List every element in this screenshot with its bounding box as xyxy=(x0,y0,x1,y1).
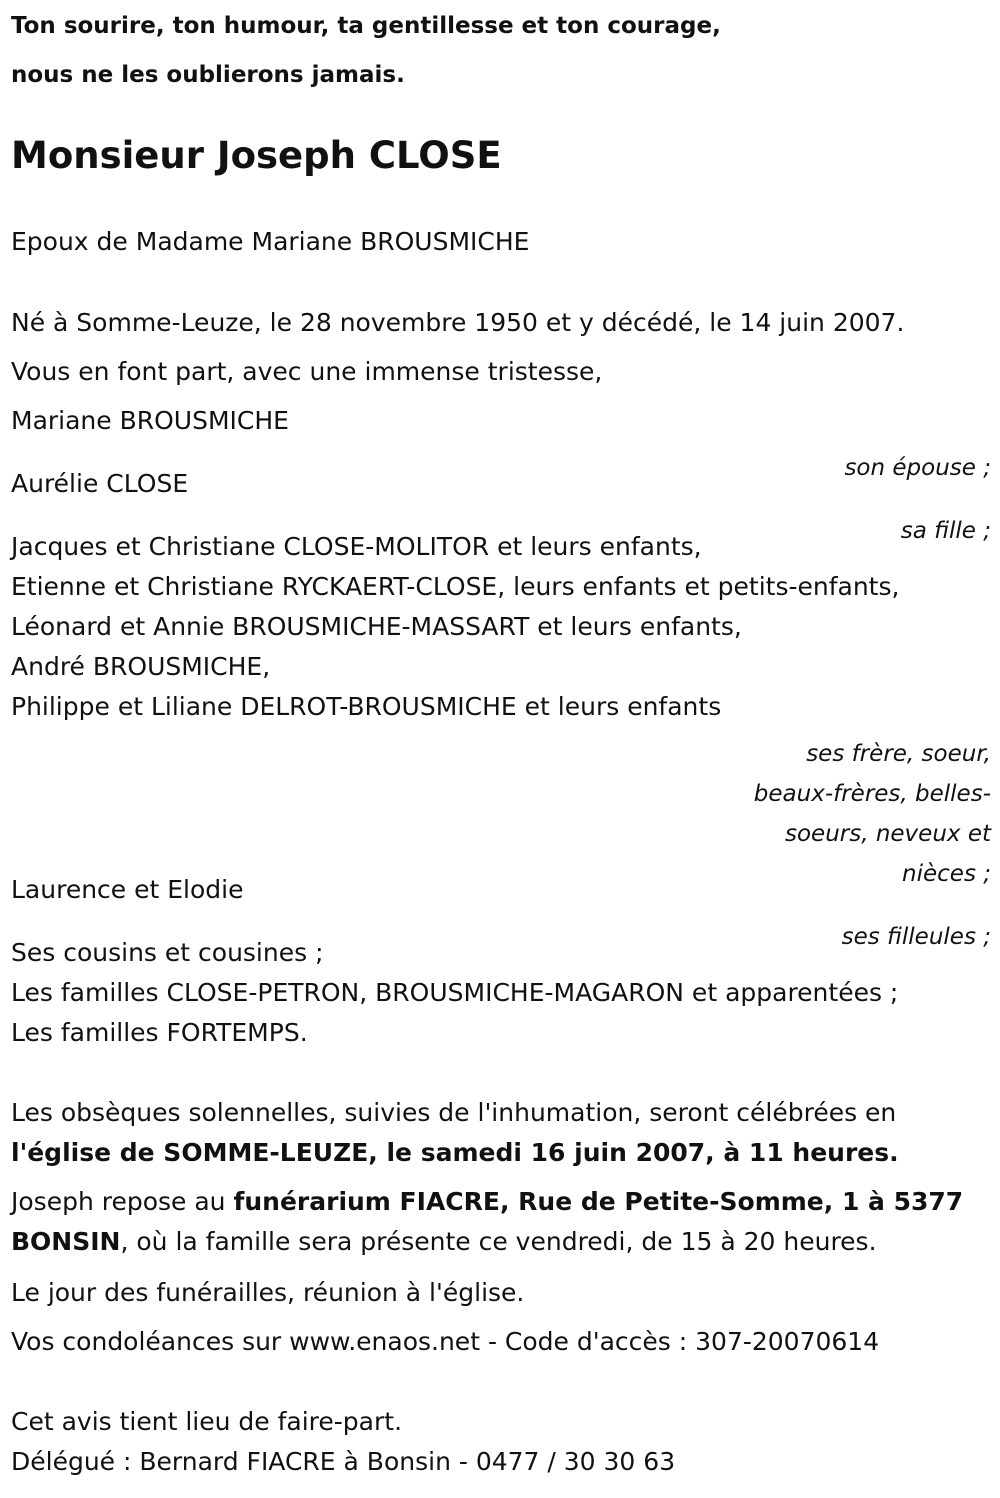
funeral-home-prefix: Joseph repose au xyxy=(11,1187,234,1216)
sibling-line: André BROUSMICHE, xyxy=(11,652,271,681)
family-daughter-role: sa fille ; xyxy=(900,518,991,544)
condolences-line: Vos condoléances sur www.enaos.net - Code d'accès : 307-20070614 xyxy=(11,1327,880,1356)
funeral-home-town: BONSIN xyxy=(11,1227,121,1256)
footer-delegate: Délégué : Bernard FIACRE à Bonsin - 0477 / 30 30 63 xyxy=(11,1447,676,1476)
siblings-role-line: beaux-frères, belles- xyxy=(753,781,991,807)
other-family-line: Ses cousins et cousines ; xyxy=(11,938,324,967)
ceremony-line-1: Les obsèques solennelles, suivies de l'inhumation, seront célébrées en xyxy=(11,1098,897,1127)
goddaughters-name: Laurence et Elodie xyxy=(11,875,244,904)
sibling-line: Léonard et Annie BROUSMICHE-MASSART et leurs enfants, xyxy=(11,612,742,641)
family-spouse-role: son épouse ; xyxy=(844,455,991,481)
funeral-home-line-2 xyxy=(11,1222,877,1262)
deceased-name: Monsieur Joseph CLOSE xyxy=(11,134,502,177)
funeral-home-suffix: , où la famille sera présente ce vendredi, de 15 à 20 heures. xyxy=(120,1227,877,1256)
funeral-home-line-1 xyxy=(11,1182,963,1222)
motto-line-2: nous ne les oublierons jamais. xyxy=(11,62,405,88)
sibling-line: Etienne et Christiane RYCKAERT-CLOSE, leurs enfants et petits-enfants, xyxy=(11,572,900,601)
sibling-line: Philippe et Liliane DELROT-BROUSMICHE et leurs enfants xyxy=(11,692,722,721)
other-family-line: Les familles FORTEMPS. xyxy=(11,1018,308,1047)
meeting-line: Le jour des funérailles, réunion à l'église. xyxy=(11,1278,525,1307)
siblings-role-line: soeurs, neveux et xyxy=(784,821,991,847)
birth-death-line: Né à Somme-Leuze, le 28 novembre 1950 et y décédé, le 14 juin 2007. xyxy=(11,308,905,337)
other-family-line: Les familles CLOSE-PETRON, BROUSMICHE-MAGARON et apparentées ; xyxy=(11,978,899,1007)
family-daughter-name: Aurélie CLOSE xyxy=(11,469,189,498)
motto-line-1: Ton sourire, ton humour, ta gentillesse et ton courage, xyxy=(11,13,721,39)
sibling-line: Jacques et Christiane CLOSE-MOLITOR et leurs enfants, xyxy=(11,532,702,561)
siblings-role-line: nièces ; xyxy=(902,861,991,887)
funeral-home-address: funérarium FIACRE, Rue de Petite-Somme, 1 à 5377 xyxy=(233,1187,964,1216)
goddaughters-role: ses filleules ; xyxy=(841,924,991,950)
announcement-intro: Vous en font part, avec une immense tristesse, xyxy=(11,357,603,386)
footer-notice: Cet avis tient lieu de faire-part. xyxy=(11,1407,403,1436)
family-spouse-name: Mariane BROUSMICHE xyxy=(11,406,289,435)
siblings-role-line: ses frère, soeur, xyxy=(806,741,991,767)
ceremony-line-2: l'église de SOMME-LEUZE, le samedi 16 juin 2007, à 11 heures. xyxy=(11,1138,899,1167)
spouse-line: Epoux de Madame Mariane BROUSMICHE xyxy=(11,227,530,256)
